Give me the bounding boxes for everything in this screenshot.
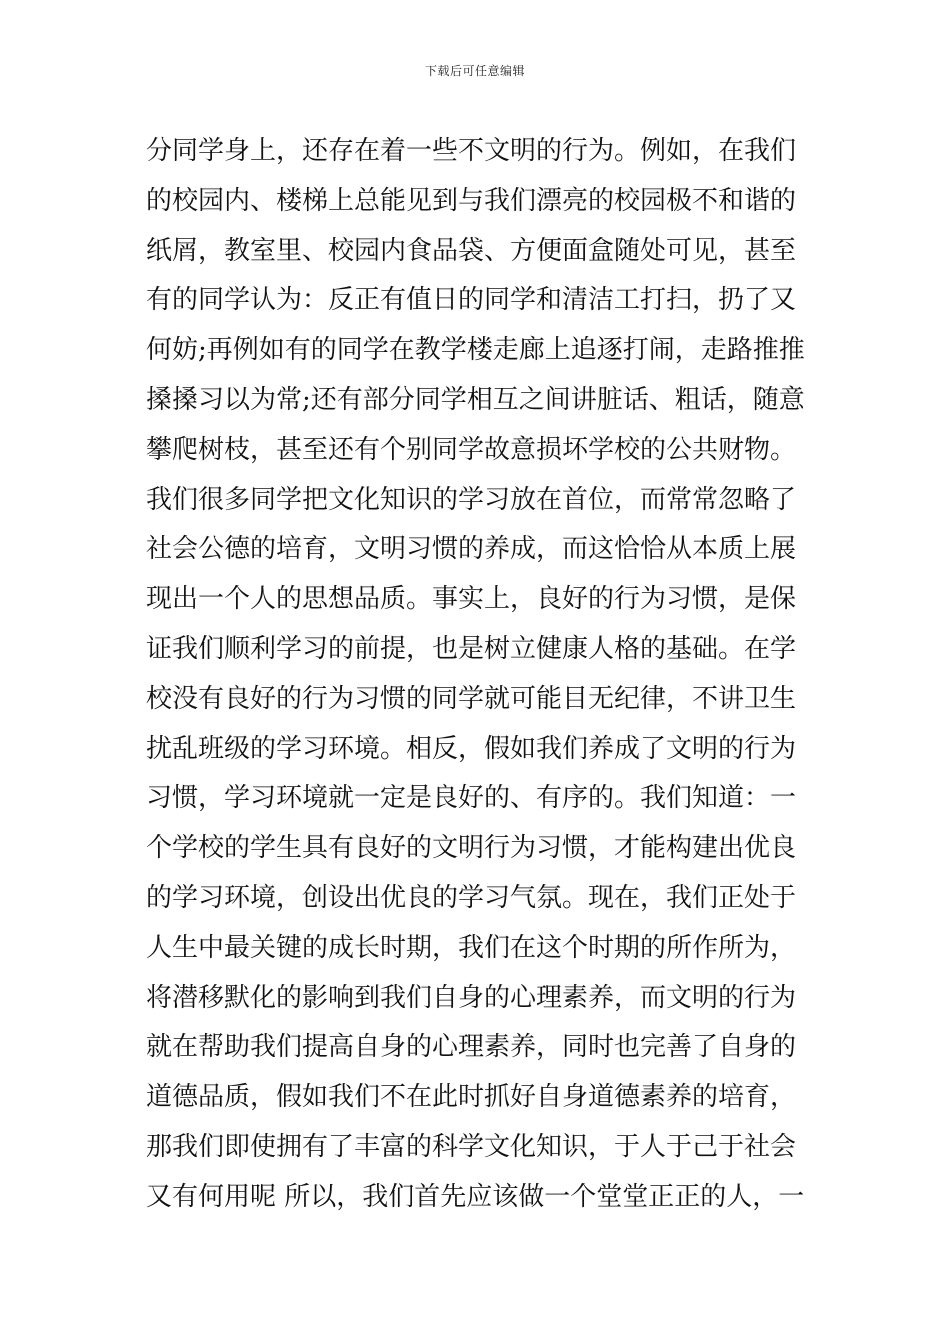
text-line: 攀爬树枝，甚至还有个别同学故意损坏学校的公共财物。 [146,434,797,465]
text-line: 道德品质，假如我们不在此时抓好自身道德素养的培育， [146,1082,797,1113]
text-line: 将潜移默化的影响到我们自身的心理素养，而文明的行为 [146,982,797,1013]
text-line: 又有何用呢 所以，我们首先应该做一个堂堂正正的人，一 [146,1181,805,1212]
text-line: 有的同学认为：反正有值日的同学和清洁工打扫，扔了又 [146,285,797,316]
text-line: 个学校的学生具有良好的文明行为习惯，才能构建出优良 [146,833,797,864]
text-line: 社会公德的培育，文明习惯的养成，而这恰恰从本质上展 [146,534,797,565]
text-line: 我们很多同学把文化知识的学习放在首位，而常常忽略了 [146,484,797,515]
body-text [146,127,816,1223]
text-line: 校没有良好的行为习惯的同学就可能目无纪律，不讲卫生 [146,683,797,714]
page-header: 下载后可任意编辑 [424,64,525,78]
text-line: 就在帮助我们提高自身的心理素养，同时也完善了自身的 [146,1032,797,1063]
text-line: 习惯，学习环境就一定是良好的、有序的。我们知道：一 [146,783,797,814]
text-line: 的学习环境，创设出优良的学习气氛。现在，我们正处于 [146,882,797,913]
text-line: 人生中最关键的成长时期，我们在这个时期的所作所为， [146,932,797,963]
text-line: 纸屑，教室里、校园内食品袋、方便面盒随处可见，甚至 [146,235,797,266]
text-line: 扰乱班级的学习环境。相反，假如我们养成了文明的行为 [146,733,797,764]
text-line: 搡搡习以为常;还有部分同学相互之间讲脏话、粗话，随意 [146,384,805,415]
text-line: 的校园内、楼梯上总能见到与我们漂亮的校园极不和谐的 [146,185,797,216]
text-line: 那我们即使拥有了丰富的科学文化知识，于人于己于社会 [146,1131,797,1162]
text-line: 何妨;再例如有的同学在教学楼走廊上追逐打闹，走路推推 [146,335,805,366]
text-line: 分同学身上，还存在着一些不文明的行为。例如，在我们 [146,136,797,166]
text-line: 证我们顺利学习的前提，也是树立健康人格的基础。在学 [146,633,797,664]
text-line: 现出一个人的思想品质。事实上，良好的行为习惯，是保 [146,584,797,615]
